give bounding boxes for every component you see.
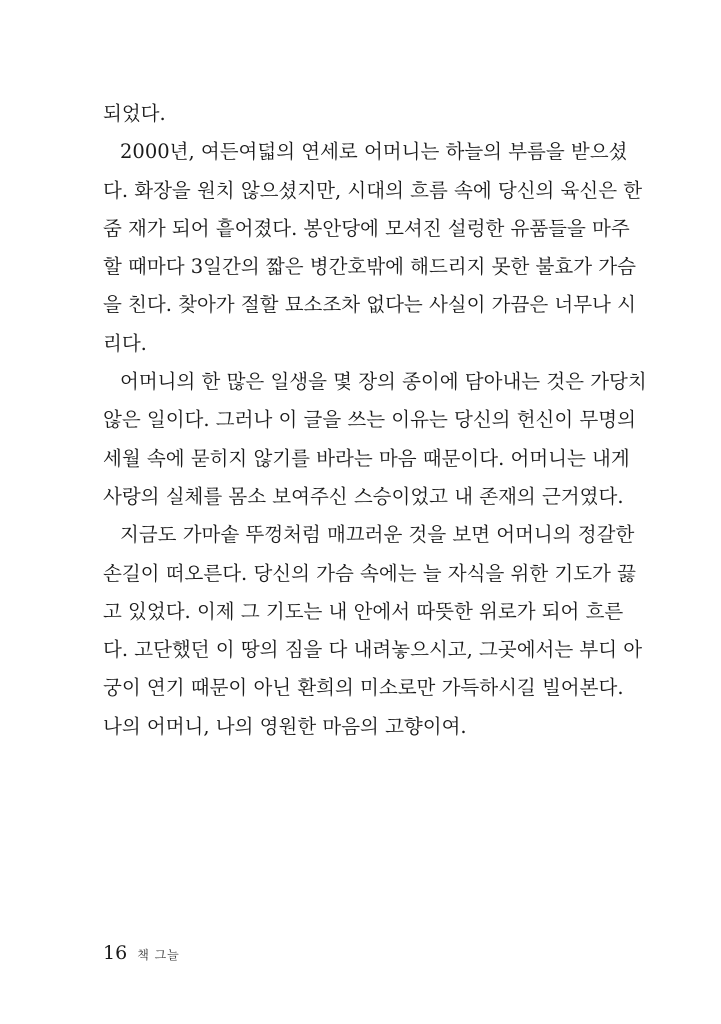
text-line: 고 있었다. 이제 그 기도는 내 안에서 따뜻한 위로가 되어 흐른 [103,599,624,623]
running-title: 책 그늘 [137,948,180,962]
text-line: 나의 어머니, 나의 영원한 마음의 고향이여. [103,714,467,738]
text-line: 줌 재가 되어 흩어졌다. 봉안당에 모셔진 설렁한 유품들을 마주 [103,216,630,240]
text-line: 할 때마다 3일간의 짧은 병간호밖에 해드리지 못한 불효가 가슴 [103,255,636,279]
text-line: 리다. [103,331,147,355]
body-text [103,95,647,746]
text-line: 다. 화장을 원치 않으셨지만, 시대의 흐름 속에 당신의 육신은 한 [103,178,643,202]
text-line: 손길이 떠오른다. 당신의 가슴 속에는 늘 자식을 위한 기도가 끓 [103,561,636,585]
page-number: 16 [103,942,128,964]
text-line: 궁이 연기 때문이 아닌 환희의 미소로만 가득하시길 빌어본다. [103,676,624,700]
text-line: 사랑의 실체를 몸소 보여주신 스승이었고 내 존재의 근거였다. [103,484,624,508]
text-line: 세월 속에 묻히지 않기를 바라는 마음 때문이다. 어머니는 내게 [103,446,630,470]
text-line: 않은 일이다. 그러나 이 글을 쓰는 이유는 당신의 헌신이 무명의 [103,408,636,432]
paragraph-start-line: 2000년, 여든여덟의 연세로 어머니는 하늘의 부름을 받으셨 [120,140,628,164]
page-footer [103,942,180,972]
paragraph-start-line: 지금도 가마솥 뚜껑처럼 매끄러운 것을 보면 어머니의 정갈한 [120,523,635,547]
text-line: 을 친다. 찾아가 절할 묘소조차 없다는 사실이 가끔은 너무나 시 [103,293,636,317]
paragraph-start-line: 어머니의 한 많은 일생을 몇 장의 종이에 담아내는 것은 가당치 [120,370,647,394]
text-line: 다. 고단했던 이 땅의 짐을 다 내려놓으시고, 그곳에서는 부디 아 [103,638,643,662]
text-line: 되었다. [103,102,166,125]
